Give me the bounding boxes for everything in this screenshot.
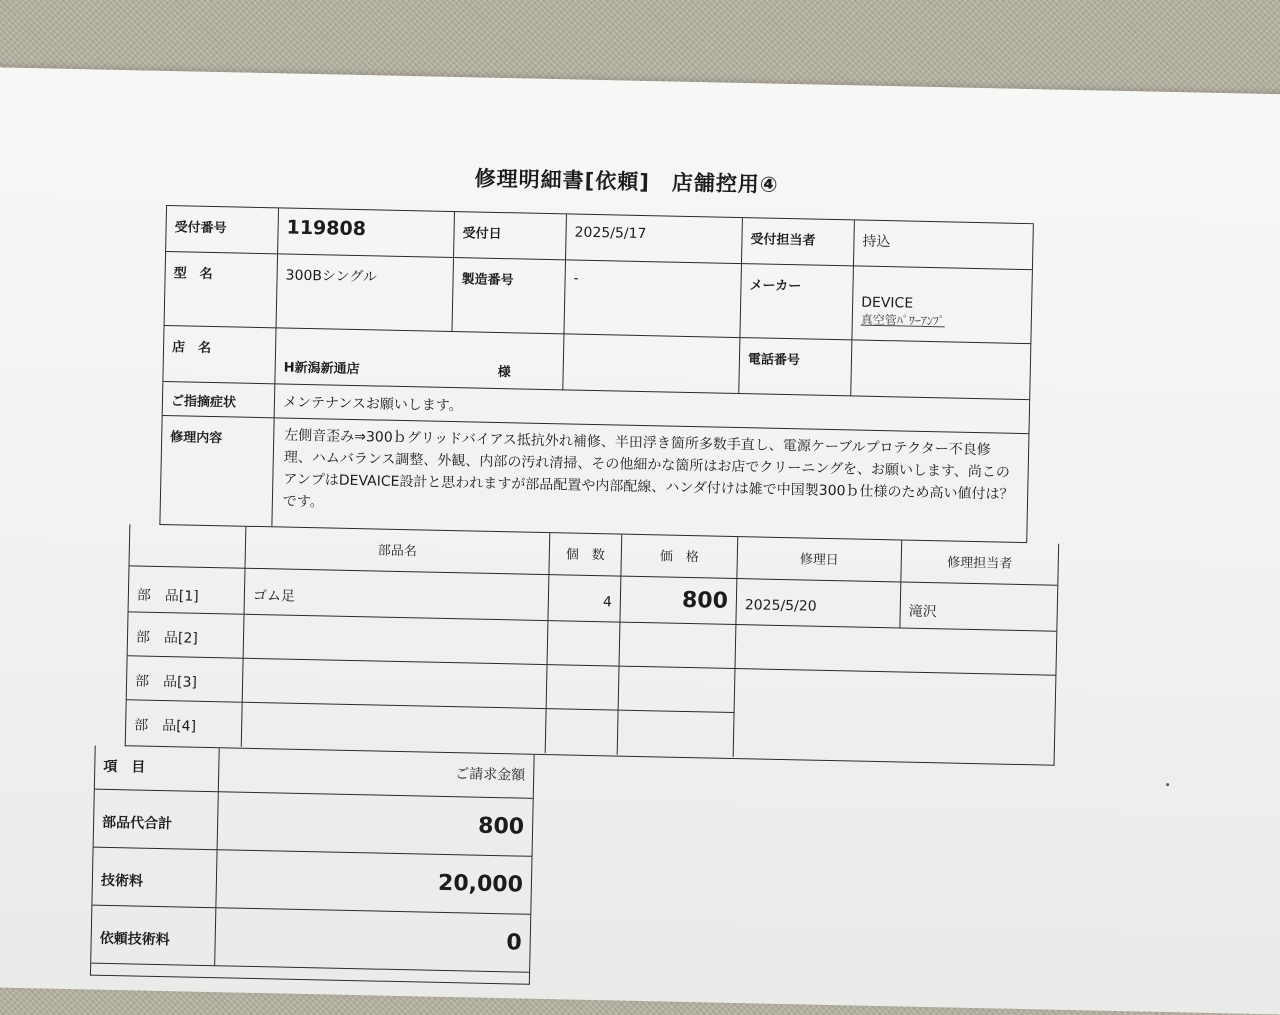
store-suffix: 様 (497, 364, 511, 381)
staff-label: 受付担当者 (742, 218, 855, 266)
part-1-qty: 4 (548, 575, 621, 622)
part-2-qty (548, 621, 621, 666)
phone-value (851, 340, 1030, 400)
parts-header-price: 価 格 (621, 535, 738, 579)
billing-amount-label: ご請求金額 (219, 748, 534, 799)
part-4-name (242, 703, 547, 753)
billing-parts-amount: 800 (218, 792, 533, 857)
part-3-qty (547, 665, 620, 710)
symptom-label: ご指摘症状 (163, 382, 276, 418)
part-1-date: 2025/5/20 (736, 579, 901, 628)
part-2-date (735, 625, 1056, 676)
store-label: 店 名 (163, 326, 276, 384)
parts-header-blank (129, 524, 246, 568)
symptom-value: メンテナンスお願いします。 (275, 384, 1030, 434)
header-table (159, 205, 1034, 543)
part-4-price (618, 711, 735, 757)
part-3-label: 部 品[3] (127, 656, 244, 702)
receipt-no-value: 119808 (278, 208, 455, 258)
billing-request-label: 依頼技術料 (91, 906, 216, 967)
part-4-qty (546, 709, 619, 754)
billing-tech-label: 技術料 (92, 848, 217, 909)
paper-speck (1166, 783, 1169, 786)
maker-label: メーカー (740, 264, 854, 340)
serial-label: 製造番号 (452, 258, 566, 334)
part-1-price: 800 (620, 577, 737, 625)
billing-item-label: 項 目 (95, 746, 220, 793)
parts-header-tech: 修理担当者 (901, 541, 1058, 586)
parts-header-name: 部品名 (245, 527, 550, 575)
maker-subtitle: 真空管ﾊﾟﾜｰｱﾝﾌﾟ (860, 312, 945, 329)
parts-header-qty: 個 数 (549, 533, 622, 576)
billing-request-amount: 0 (215, 908, 530, 973)
store-blank (563, 334, 740, 394)
store-value: H新潟新通店 (283, 360, 360, 378)
model-label: 型 名 (165, 252, 279, 328)
maker-cell (852, 266, 1032, 344)
parts-table (125, 524, 1059, 765)
part-4-label: 部 品[4] (126, 700, 243, 746)
part-2-price (620, 623, 737, 669)
part-3-date (734, 669, 1056, 764)
part-2-name (244, 615, 549, 665)
receipt-date-label: 受付日 (454, 212, 567, 260)
part-1-name: ゴム足 (245, 569, 550, 621)
part-1-label: 部 品[1] (129, 566, 246, 614)
parts-header-date: 修理日 (737, 537, 902, 582)
part-2-label: 部 品[2] (128, 612, 245, 658)
receipt-no-label: 受付番号 (166, 206, 279, 254)
receipt-date-value: 2025/5/17 (566, 214, 743, 264)
maker-value: DEVICE (861, 294, 914, 312)
repair-label: 修理内容 (160, 416, 274, 526)
repair-description: 左側音歪み⇒300ｂグリッドバイアス抵抗外れ補修、半田浮き箇所多数手直し、電源ケーブルプロテクター不良修理、ハムバランス調整、外観、内部の汚れ清掃、その他細かな箇所はお店でクリーニングを、お願いします、尚このアンプはDEVAICE設計と思われますが部品配置や内部配線、ハンダ付けは雑で中国製300ｂ仕様のため高い値付は？です。 (282, 427, 1014, 511)
staff-value: 持込 (854, 220, 1033, 270)
page-title: 修理明細書[依頼] 店舗控用④ (474, 166, 779, 197)
model-value: 300Bシングル (277, 254, 455, 332)
billing-tech-amount: 20,000 (216, 850, 531, 915)
store-cell (275, 328, 564, 390)
billing-parts-label: 部品代合計 (94, 790, 219, 851)
phone-label: 電話番号 (739, 338, 852, 396)
part-1-tech: 滝沢 (900, 582, 1057, 631)
part-3-price (619, 667, 736, 713)
part-3-name (243, 659, 548, 709)
billing-table (90, 746, 535, 985)
serial-value: - (564, 260, 742, 338)
